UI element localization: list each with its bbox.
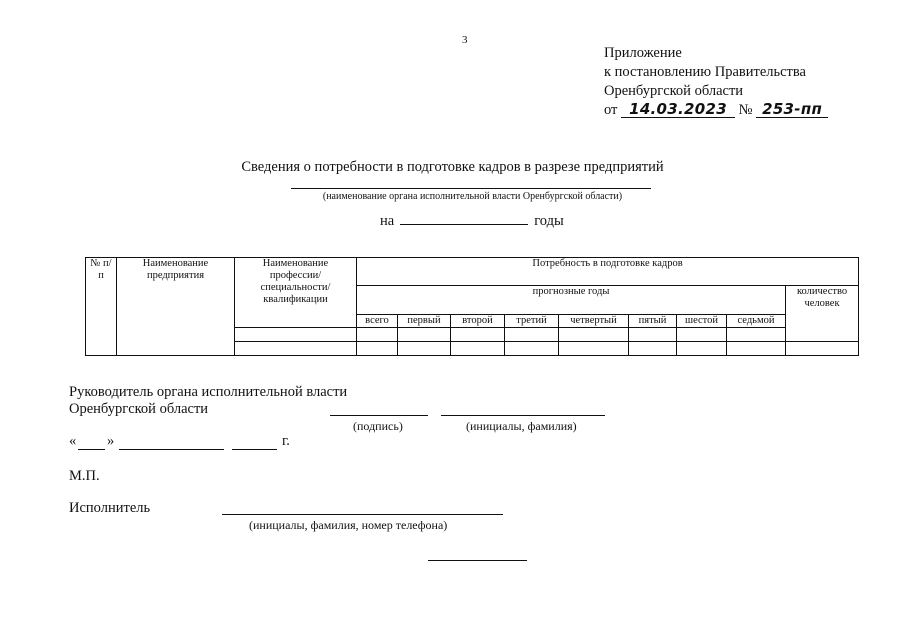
cell-enterprise <box>117 328 235 356</box>
cell-people <box>786 328 859 342</box>
header-people-count: количество человек <box>786 286 859 328</box>
period-line <box>380 211 564 230</box>
cell-y2 <box>451 342 505 356</box>
executor-label: Исполнитель <box>69 500 151 516</box>
appendix-line-2: к постановлению Правительства <box>604 64 806 80</box>
cell-y7 <box>727 342 786 356</box>
cell-total <box>357 328 398 342</box>
header-year-5: пятый <box>629 315 677 328</box>
document-title: Сведения о потребности в подготовке кадров в разрезе предприятий <box>241 159 664 175</box>
period-blank <box>400 211 528 225</box>
signature-blank-line <box>330 415 428 416</box>
appendix-block <box>604 44 828 120</box>
cell-y1 <box>398 342 451 356</box>
cell-y3 <box>505 342 559 356</box>
cell-num <box>86 328 117 356</box>
year-blank-line <box>232 449 277 450</box>
cell-total <box>357 342 398 356</box>
header-need: Потребность в подготовке кадров <box>357 258 859 286</box>
executor-blank-line <box>222 514 503 515</box>
org-name-blank-line <box>291 188 651 189</box>
month-blank-line <box>119 449 224 450</box>
header-year-1: первый <box>398 315 451 328</box>
cell-y5 <box>629 328 677 342</box>
period-suffix: годы <box>534 213 564 229</box>
stamp-label: М.П. <box>69 468 100 484</box>
number-label: № <box>738 102 753 118</box>
cell-profession <box>235 328 357 342</box>
initials-blank-line <box>441 415 605 416</box>
header-year-7: седьмой <box>727 315 786 328</box>
table-row <box>86 328 859 342</box>
date-quote-close: » <box>107 433 115 449</box>
appendix-date-line <box>604 101 828 120</box>
executor-caption: (инициалы, фамилия, номер телефона) <box>249 518 448 532</box>
initials-caption: (инициалы, фамилия) <box>466 419 577 433</box>
cell-y7 <box>727 328 786 342</box>
head-title-line-2: Оренбургской области <box>69 401 209 417</box>
needs-table <box>85 257 859 356</box>
appendix-line-1: Приложение <box>604 45 682 61</box>
header-profession: Наименование профессии/ специальности/ квалификации <box>235 258 357 328</box>
signature-caption: (подпись) <box>353 419 403 433</box>
page-number: 3 <box>462 34 468 46</box>
header-year-total: всего <box>357 315 398 328</box>
header-year-2: второй <box>451 315 505 328</box>
header-year-3: третий <box>505 315 559 328</box>
cell-people <box>786 342 859 356</box>
cell-y4 <box>559 342 629 356</box>
appendix-line-3: Оренбургской области <box>604 83 744 99</box>
year-suffix: г. <box>282 433 290 449</box>
cell-y4 <box>559 328 629 342</box>
closing-line <box>428 560 527 561</box>
header-forecast-years: прогнозные годы <box>357 286 786 315</box>
day-blank-line <box>78 449 105 450</box>
cell-y1 <box>398 328 451 342</box>
org-name-caption: (наименование органа исполнительной власти Оренбургской области) <box>322 191 623 202</box>
head-title-line-1: Руководитель органа исполнительной власти <box>69 384 348 400</box>
from-label: от <box>604 102 618 118</box>
period-prefix: на <box>380 213 395 229</box>
cell-y6 <box>677 342 727 356</box>
cell-y2 <box>451 328 505 342</box>
cell-y5 <box>629 342 677 356</box>
header-num: № п/п <box>86 258 117 328</box>
cell-y6 <box>677 328 727 342</box>
date-quote-open: « <box>69 433 77 449</box>
handwritten-date: 14.03.2023 <box>621 101 735 118</box>
handwritten-number: 253-пп <box>756 101 828 118</box>
cell-y3 <box>505 328 559 342</box>
header-year-6: шестой <box>677 315 727 328</box>
cell-profession <box>235 342 357 356</box>
header-enterprise: Наименование предприятия <box>117 258 235 328</box>
header-year-4: четвертый <box>559 315 629 328</box>
